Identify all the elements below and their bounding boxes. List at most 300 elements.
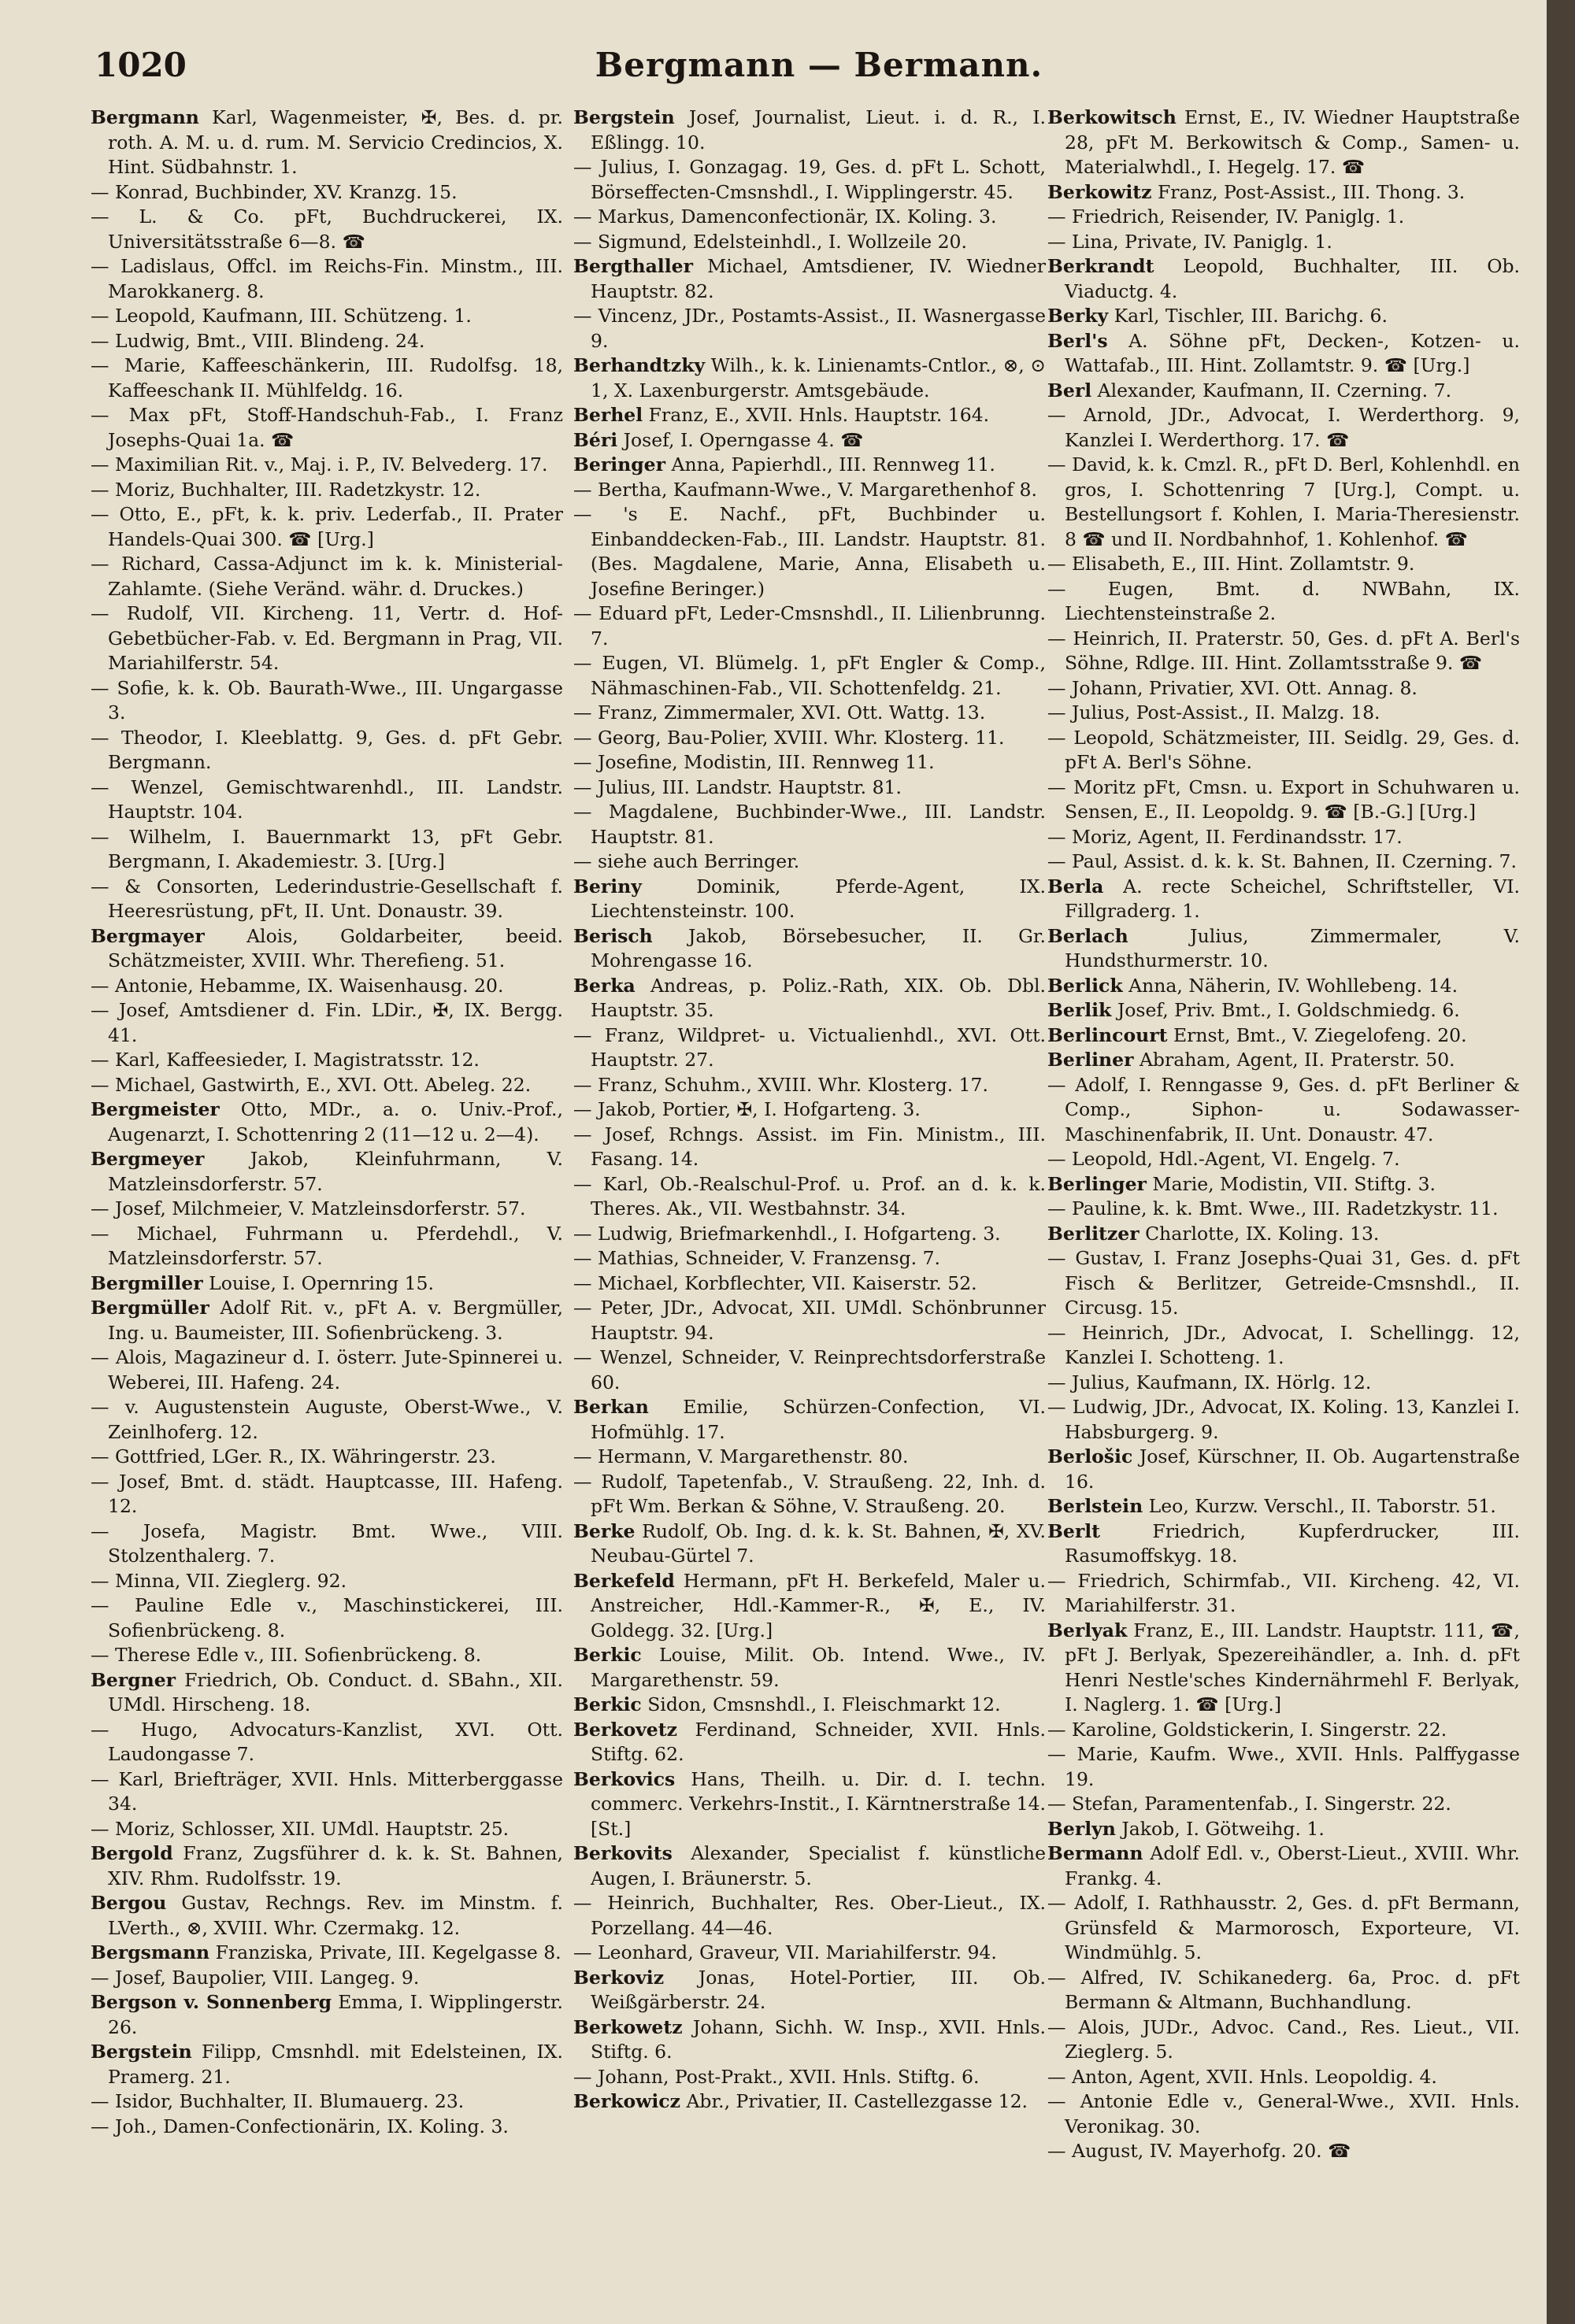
entry-details: Josef, Priv. Bmt., I. Goldschmiedg. 6. — [1117, 999, 1460, 1021]
directory-entry — [573, 726, 1046, 751]
entry-details: Jonas, Hotel-Portier, III. Ob. Weißgärberstr. 24. — [591, 1966, 1046, 2013]
directory-entry — [1047, 254, 1520, 304]
directory-entry — [1047, 875, 1520, 924]
directory-entry — [91, 1470, 563, 1519]
directory-entry — [1047, 998, 1520, 1023]
entry-details: — Eugen, Bmt. d. NWBahn, IX. Liechtensteinstraße 2. — [1047, 577, 1520, 624]
entry-details: — Ludwig, JDr., Advocat, IX. Koling. 13, Kanzlei I. Habsburgerg. 9. — [1047, 1396, 1520, 1443]
directory-entry — [91, 601, 563, 676]
entry-details: — Stefan, Paramentenfab., I. Singerstr. 22. — [1047, 1793, 1451, 1815]
entry-details: Johann, Sichh. W. Insp., XVII. Hnls. Stiftg. 6. — [591, 2015, 1046, 2063]
entry-details: Josef, I. Operngasse 4. ☎ — [623, 428, 864, 451]
page-header — [94, 46, 1544, 109]
directory-entry — [1047, 180, 1520, 205]
directory-entry — [91, 998, 563, 1048]
entry-details: — Minna, VII. Zieglerg. 92. — [91, 1569, 347, 1592]
entry-surname: Bergmeister — [91, 1098, 220, 1120]
directory-entry — [1047, 577, 1520, 627]
column-2 — [573, 105, 1046, 2302]
entry-details: — Leopold, Hdl.-Agent, VI. Engelg. 7. — [1047, 1148, 1400, 1170]
directory-entry — [573, 1767, 1046, 1842]
entry-details: A. recte Scheichel, Schriftsteller, VI. Fillgraderg. 1. — [1065, 875, 1520, 922]
entry-surname: Bergmüller — [91, 1297, 209, 1319]
directory-entry — [573, 155, 1046, 205]
directory-entry — [573, 875, 1046, 924]
entry-details: — Friedrich, Reisender, IV. Paniglg. 1. — [1047, 205, 1405, 228]
directory-entry — [91, 726, 563, 775]
entry-details: — Heinrich, Buchhalter, Res. Ober-Lieut., IX. Porzellang. 44—46. — [573, 1892, 1046, 1939]
directory-entry — [91, 924, 563, 974]
entry-details: — Julius, I. Gonzagag. 19, Ges. d. pFt L. Schott, Börseffecten-Cmsnshdl., I. Wipplingerstr. 45. — [573, 156, 1046, 203]
directory-entry — [91, 403, 563, 453]
directory-entry — [91, 1643, 563, 1668]
entry-surname: Berkovetz — [573, 1718, 677, 1741]
entry-details: — & Consorten, Lederindustrie-Gesellschaft f. Heeresrüstung, pFt, II. Unt. Donaustr. 39. — [91, 875, 563, 922]
entry-details: Louise, Milit. Ob. Intend. Wwe., IV. Margarethenstr. 59. — [591, 1644, 1046, 1691]
directory-entry — [1047, 1445, 1520, 1494]
entry-details: — Michael, Korbflechter, VII. Kaiserstr. 52. — [573, 1271, 977, 1294]
directory-entry — [91, 1990, 563, 2040]
directory-entry — [573, 478, 1046, 503]
entry-surname: Bergstein — [91, 2041, 192, 2063]
directory-entry — [1047, 1246, 1520, 1321]
entry-details: — Gustav, I. Franz Josephs-Quai 31, Ges. d. pFt Fisch & Berlitzer, Getreide-Cmsnshdl., II. Circusg. 15. — [1047, 1247, 1520, 1319]
directory-entry — [91, 974, 563, 999]
entry-details: Louise, I. Opernring 15. — [209, 1271, 434, 1294]
entry-details: Alexander, Kaufmann, II. Czerning. 7. — [1097, 379, 1452, 402]
directory-entry — [573, 1073, 1046, 1098]
entry-details: — Otto, E., pFt, k. k. priv. Lederfab., II. Prater Handels-Quai 300. ☎ [Urg.] — [91, 503, 563, 550]
directory-entry — [91, 825, 563, 875]
directory-entry — [91, 775, 563, 825]
directory-entry — [1047, 1147, 1520, 1172]
entry-surname: Berkovits — [573, 1842, 673, 1864]
entry-details: — Karl, Briefträger, XVII. Hnls. Mitterberggasse 34. — [91, 1767, 563, 1815]
directory-entry — [1047, 1966, 1520, 2015]
directory-entry — [573, 1222, 1046, 1247]
entry-details: Franz, E., XVII. Hnls. Hauptstr. 164. — [648, 404, 990, 426]
entry-details: — Wilhelm, I. Bauernmarkt 13, pFt Gebr. Bergmann, I. Akademiestr. 3. [Urg.] — [91, 825, 563, 872]
directory-entry — [91, 2089, 563, 2115]
entry-details: — Ludwig, Bmt., VIII. Blindeng. 24. — [91, 329, 425, 352]
directory-entry — [1047, 1519, 1520, 1569]
directory-entry — [573, 304, 1046, 353]
directory-entry — [1047, 1395, 1520, 1445]
directory-entry — [573, 849, 1046, 875]
entry-details: — Heinrich, JDr., Advocat, I. Schellingg. 12, Kanzlei I. Schotteng. 1. — [1047, 1321, 1520, 1368]
directory-entry — [91, 180, 563, 205]
entry-details: — Therese Edle v., III. Sofienbrückeng. 8. — [91, 1644, 482, 1666]
entry-surname: Berlincourt — [1047, 1023, 1168, 1046]
entry-details: — Georg, Bau-Polier, XVIII. Whr. Klosterg. 11. — [573, 726, 1005, 749]
entry-details: — Michael, Gastwirth, E., XVI. Ott. Abeleg. 22. — [91, 1073, 532, 1096]
entry-details: — Alois, Magazineur d. I. österr. Jute-Spinnerei u. Weberei, III. Hafeng. 24. — [91, 1346, 563, 1393]
entry-surname: Berlošic — [1047, 1445, 1133, 1467]
entry-details: — Julius, Post-Assist., II. Malzg. 18. — [1047, 701, 1380, 723]
directory-entry — [91, 1197, 563, 1222]
directory-entry — [91, 552, 563, 601]
entry-details: — Alfred, IV. Schikanederg. 6a, Proc. d. pFt Bermann & Altmann, Buchhandlung. — [1047, 1966, 1520, 2013]
directory-entry — [91, 1891, 563, 1941]
directory-entry — [91, 1073, 563, 1098]
entry-details: — Jakob, Portier, ✠, I. Hofgarteng. 3. — [573, 1098, 921, 1120]
entry-surname: Berisch — [573, 924, 653, 947]
directory-entry — [1047, 1321, 1520, 1371]
directory-entry — [573, 353, 1046, 403]
entry-surname: Berkan — [573, 1396, 649, 1418]
entry-details: — Moriz, Schlosser, XII. UMdl. Hauptstr. 25. — [91, 1817, 510, 1840]
directory-entry — [91, 1395, 563, 1445]
directory-entry — [1047, 974, 1520, 999]
entry-details: — Josef, Baupolier, VIII. Langeg. 9. — [91, 1966, 420, 1989]
entry-details: Franziska, Private, III. Kegelgasse 8. — [215, 1941, 561, 1963]
entry-details: — Markus, Damenconfectionär, IX. Koling. 3. — [573, 205, 997, 228]
entry-details: — Peter, JDr., Advocat, XII. UMdl. Schönbrunner Hauptstr. 94. — [573, 1297, 1046, 1344]
directory-entry — [1047, 1817, 1520, 1842]
directory-entry — [91, 1569, 563, 1594]
directory-entry — [1047, 105, 1520, 180]
directory-entry — [91, 1048, 563, 1073]
directory-entry — [1047, 1841, 1520, 1891]
entry-details: Hermann, pFt H. Berkefeld, Maler u. Anstreicher, Hdl.-Kammer-R., ✠, E., IV. Goldegg. 32. [Urg.] — [591, 1569, 1046, 1641]
entry-details: — Heinrich, II. Praterstr. 50, Ges. d. pFt A. Berl's Söhne, Rdlge. III. Hint. Zollamtsstraße 9. ☎ — [1047, 627, 1520, 674]
entry-details: — Antonie, Hebamme, IX. Waisenhausg. 20. — [91, 974, 504, 997]
directory-entry — [1047, 825, 1520, 850]
entry-details: — Wenzel, Schneider, V. Reinprechtsdorferstraße 60. — [573, 1346, 1046, 1393]
running-head: Bergmann — Bermann. — [595, 46, 1043, 84]
entry-details: — Hermann, V. Margarethenstr. 80. — [573, 1445, 909, 1467]
directory-entry — [91, 205, 563, 254]
directory-entry — [573, 2065, 1046, 2090]
entry-details: Charlotte, IX. Koling. 13. — [1145, 1222, 1380, 1245]
entry-surname: Bergmayer — [91, 924, 205, 947]
entry-details: — v. Augustenstein Auguste, Oberst-Wwe., V. Zeinlhoferg. 12. — [91, 1396, 563, 1443]
directory-entry — [91, 2115, 563, 2140]
directory-entry — [1047, 1891, 1520, 1966]
directory-entry — [91, 1445, 563, 1470]
directory-entry — [573, 974, 1046, 1023]
directory-entry — [573, 1519, 1046, 1569]
entry-details: — Antonie Edle v., General-Wwe., XVII. Hnls. Veronikag. 30. — [1047, 2090, 1520, 2137]
entry-details: — Franz, Wildpret- u. Victualienhdl., XVI. Ott. Hauptstr. 27. — [573, 1023, 1046, 1071]
directory-entry — [91, 1519, 563, 1569]
entry-details: — Gottfried, LGer. R., IX. Währingerstr. 23. — [91, 1445, 496, 1467]
entry-details: Gustav, Rechngs. Rev. im Minstm. f. LVerth., ⊗, XVIII. Whr. Czermakg. 12. — [108, 1892, 563, 1939]
entry-details: — Alois, JUDr., Advoc. Cand., Res. Lieut., VII. Zieglerg. 5. — [1047, 2015, 1520, 2063]
entry-surname: Berl's — [1047, 329, 1108, 352]
directory-entry — [573, 701, 1046, 726]
directory-entry — [91, 1296, 563, 1345]
directory-entry — [573, 1172, 1046, 1222]
entry-surname: Béri — [573, 428, 618, 451]
entry-surname: Bergmann — [91, 106, 199, 128]
entry-details: — Moritz pFt, Cmsn. u. Export in Schuhwaren u. Sensen, E., II. Leopoldg. 9. ☎ [B.-G.] [Urg.] — [1047, 775, 1520, 823]
entry-surname: Beringer — [573, 453, 665, 476]
entry-details: — Rudolf, Tapetenfab., V. Straußeng. 22, Inh. d. pFt Wm. Berkan & Söhne, V. Straußeng. 20. — [573, 1470, 1046, 1517]
directory-entry — [1047, 1222, 1520, 1247]
entry-details: — Joh., Damen-Confectionärin, IX. Koling. 3. — [91, 2115, 509, 2137]
entry-details: — Elisabeth, E., III. Hint. Zollamtstr. 9. — [1047, 553, 1415, 575]
entry-details: — Josefa, Magistr. Bmt. Wwe., VIII. Stolzenthalerg. 7. — [91, 1519, 563, 1567]
directory-entry — [573, 800, 1046, 849]
directory-entry — [91, 1147, 563, 1197]
entry-details: — Josef, Bmt. d. städt. Hauptcasse, III. Hafeng. 12. — [91, 1470, 563, 1517]
entry-details: — Mathias, Schneider, V. Franzensg. 7. — [573, 1247, 941, 1269]
entry-surname: Berlyn — [1047, 1817, 1116, 1840]
directory-entry — [1047, 552, 1520, 577]
entry-details: Alois, Goldarbeiter, beeid. Schätzmeister, XVIII. Whr. Therefieng. 51. — [108, 924, 563, 971]
entry-details: — Karoline, Goldstickerin, I. Singerstr. 22. — [1047, 1718, 1447, 1741]
directory-entry — [1047, 924, 1520, 974]
directory-entry — [91, 1668, 563, 1718]
directory-entry — [1047, 726, 1520, 775]
entry-details: — Vincenz, JDr., Postamts-Assist., II. Wasnergasse 9. — [573, 305, 1046, 352]
entry-details: Friedrich, Kupferdrucker, III. Rasumoffskyg. 18. — [1065, 1519, 1520, 1567]
directory-entry — [573, 1395, 1046, 1445]
directory-entry — [1047, 205, 1520, 230]
directory-entry — [573, 428, 1046, 453]
directory-entry — [573, 651, 1046, 701]
directory-entry — [1047, 1718, 1520, 1743]
directory-entry — [573, 1023, 1046, 1073]
entry-details: Otto, MDr., a. o. Univ.-Prof., Augenarzt, I. Schottenring 2 (11—12 u. 2—4). — [108, 1098, 563, 1145]
directory-entry — [573, 1296, 1046, 1345]
directory-entry — [1047, 1371, 1520, 1396]
entry-details: Andreas, p. Poliz.-Rath, XIX. Ob. Dbl. Hauptstr. 35. — [591, 974, 1046, 1021]
directory-entry — [1047, 775, 1520, 825]
entry-details: — Eugen, VI. Blümelg. 1, pFt Engler & Comp., Nähmaschinen-Fab., VII. Schottenfeldg. 21. — [573, 652, 1046, 699]
directory-entry — [91, 1222, 563, 1271]
entry-details: — Adolf, I. Rathhausstr. 2, Ges. d. pFt Bermann, Grünsfeld & Marmorosch, Exporteure, VI. Windmühlg. 5. — [1047, 1892, 1520, 1963]
directory-entry — [573, 1271, 1046, 1297]
entry-surname: Berka — [573, 974, 636, 997]
entry-details: Alexander, Specialist f. künstliche Augen, I. Bräunerstr. 5. — [591, 1842, 1046, 1889]
entry-details: — Sigmund, Edelsteinhdl., I. Wollzeile 20. — [573, 230, 967, 253]
entry-surname: Berkrandt — [1047, 255, 1154, 277]
entry-details: — Ladislaus, Offcl. im Reichs-Fin. Minstm., III. Marokkanerg. 8. — [91, 255, 563, 302]
directory-entry — [1047, 1197, 1520, 1222]
entry-details: Anna, Papierhdl., III. Rennweg 11. — [671, 453, 995, 476]
directory-entry — [573, 1841, 1046, 1891]
entry-details: Josef, Journalist, Lieut. i. d. R., I. Eßlingg. 10. — [591, 106, 1046, 154]
entry-details: — Michael, Fuhrmann u. Pferdehdl., V. Matzleinsdorferstr. 57. — [91, 1222, 563, 1269]
entry-details: — Julius, Kaufmann, IX. Hörlg. 12. — [1047, 1371, 1372, 1393]
entry-details: — Franz, Schuhm., XVIII. Whr. Klosterg. 17. — [573, 1073, 988, 1096]
entry-details: — August, IV. Mayerhofg. 20. ☎ — [1047, 2140, 1351, 2162]
entry-details: — siehe auch Berringer. — [573, 850, 800, 872]
entry-details: Abraham, Agent, II. Praterstr. 50. — [1139, 1049, 1455, 1071]
entry-surname: Berlach — [1047, 924, 1128, 947]
directory-entry — [573, 230, 1046, 255]
entry-details: — Moriz, Agent, II. Ferdinandsstr. 17. — [1047, 825, 1403, 848]
entry-details: Ferdinand, Schneider, XVII. Hnls. Stiftg. 62. — [591, 1718, 1046, 1765]
directory-entry — [91, 105, 563, 180]
entry-surname: Berkowitsch — [1047, 106, 1177, 128]
entry-details: — Lina, Private, IV. Paniglg. 1. — [1047, 230, 1332, 253]
entry-details: Josef, Kürschner, II. Ob. Augartenstraße 16. — [1065, 1445, 1520, 1493]
entry-surname: Berlik — [1047, 999, 1112, 1021]
entry-surname: Berla — [1047, 875, 1104, 897]
entry-surname: Berlyak — [1047, 1619, 1128, 1641]
entry-details: — Marie, Kaufm. Wwe., XVII. Hnls. Palffygasse 19. — [1047, 1743, 1520, 1790]
entry-details: — Bertha, Kaufmann-Wwe., V. Margarethenhof 8. — [573, 478, 1037, 501]
directory-entry — [1047, 1023, 1520, 1049]
entry-details: Marie, Modistin, VII. Stiftg. 3. — [1152, 1172, 1436, 1195]
entry-surname: Beriny — [573, 875, 642, 897]
directory-entry — [573, 1345, 1046, 1395]
directory-entry — [573, 403, 1046, 428]
entry-details: Emma, I. Wipplingerstr. 26. — [108, 1991, 563, 2038]
directory-entry — [573, 1693, 1046, 1718]
entry-details: — Konrad, Buchbinder, XV. Kranzg. 15. — [91, 180, 458, 203]
entry-details: Jakob, I. Götweihg. 1. — [1121, 1817, 1325, 1840]
entry-details: — Maximilian Rit. v., Maj. i. P., IV. Belvederg. 17. — [91, 453, 548, 476]
directory-entry — [573, 205, 1046, 230]
entry-surname: Bergmiller — [91, 1271, 203, 1294]
directory-entry — [91, 1593, 563, 1643]
entry-details: — Arnold, JDr., Advocat, I. Werderthorg. 9, Kanzlei I. Werderthorg. 17. ☎ — [1047, 404, 1520, 451]
directory-entry — [1047, 676, 1520, 701]
directory-entry — [573, 1966, 1046, 2015]
directory-entry — [1047, 1048, 1520, 1073]
entry-details: A. Söhne pFt, Decken-, Kotzen- u. Wattafab., III. Hint. Zollamtstr. 9. ☎ [Urg.] — [1065, 329, 1520, 376]
directory-entry — [1047, 1172, 1520, 1197]
entry-details: Sidon, Cmsnshdl., I. Fleischmarkt 12. — [647, 1693, 1001, 1715]
entry-details: Leopold, Buchhalter, III. Ob. Viaductg. 4. — [1065, 255, 1520, 302]
entry-details: Filipp, Cmsnhdl. mit Edelsteinen, IX. Pramerg. 21. — [108, 2041, 563, 2088]
directory-entry — [1047, 304, 1520, 329]
entry-details: — Sofie, k. k. Ob. Baurath-Wwe., III. Ungargasse 3. — [91, 676, 563, 723]
directory-entry — [1047, 329, 1520, 379]
directory-entry — [573, 105, 1046, 155]
entry-details: — Rudolf, VII. Kircheng. 11, Vertr. d. Hof-Gebetbücher-Fab. v. Ed. Bergmann in Prag, VII. Mariahilferstr. 54. — [91, 602, 563, 674]
directory-entry — [91, 1271, 563, 1297]
column-3 — [1047, 105, 1520, 2302]
entry-details: Adolf Rit. v., pFt A. v. Bergmüller, Ing. u. Baumeister, III. Sofienbrückeng. 3. — [108, 1297, 563, 1344]
entry-details: — Julius, III. Landstr. Hauptstr. 81. — [573, 775, 902, 798]
entry-details: Karl, Tischler, III. Barichg. 6. — [1114, 305, 1388, 327]
entry-surname: Berlitzer — [1047, 1222, 1140, 1245]
entry-details: — Franz, Zimmermaler, XVI. Ott. Wattg. 13. — [573, 701, 986, 723]
entry-surname: Berl — [1047, 379, 1092, 402]
directory-entry — [1047, 1792, 1520, 1817]
directory-entry — [91, 1097, 563, 1147]
entry-surname: Berkowicz — [573, 2090, 680, 2112]
directory-entry — [1047, 1569, 1520, 1619]
entry-details: Ernst, Bmt., V. Ziegelofeng. 20. — [1173, 1023, 1467, 1046]
directory-entry — [573, 1123, 1046, 1172]
directory-entry — [1047, 379, 1520, 404]
entry-details: — Josef, Milchmeier, V. Matzleinsdorferstr. 57. — [91, 1197, 526, 1219]
entry-surname: Berhandtzky — [573, 354, 706, 376]
entry-details: — Isidor, Buchhalter, II. Blumauerg. 23. — [91, 2090, 465, 2112]
directory-entry — [573, 1718, 1046, 1767]
entry-details: — Ludwig, Briefmarkenhdl., I. Hofgarteng. 3. — [573, 1222, 1001, 1245]
entry-details: Anna, Näherin, IV. Wohllebeng. 14. — [1128, 974, 1458, 997]
entry-details: Adolf Edl. v., Oberst-Lieut., XVIII. Whr. Frankg. 4. — [1065, 1842, 1520, 1889]
entry-surname: Berke — [573, 1519, 636, 1542]
entry-details: — Adolf, I. Renngasse 9, Ges. d. pFt Berliner & Comp., Siphon- u. Sodawasser-Maschinenfabrik, II. Unt. Donaustr. 47. — [1047, 1073, 1520, 1145]
entry-details: Jakob, Kleinfuhrmann, V. Matzleinsdorferstr. 57. — [108, 1148, 563, 1195]
entry-details: — Marie, Kaffeeschänkerin, III. Rudolfsg. 18, Kaffeeschank II. Mühlfeldg. 16. — [91, 354, 563, 402]
entry-details: — Friedrich, Schirmfab., VII. Kircheng. 42, VI. Mariahilferstr. 31. — [1047, 1569, 1520, 1616]
entry-details: — Johann, Privatier, XVI. Ott. Annag. 8. — [1047, 676, 1418, 699]
entry-details: Rudolf, Ob. Ing. d. k. k. St. Bahnen, ✠, XV. Neubau-Gürtel 7. — [591, 1519, 1046, 1567]
entry-details: Julius, Zimmermaler, V. Hundsthurmerstr. 10. — [1065, 924, 1520, 971]
entry-details: — Karl, Ob.-Realschul-Prof. u. Prof. an d. k. k. Theres. Ak., VII. Westbahnstr. 34. — [573, 1172, 1046, 1219]
entry-details: — Eduard pFt, Leder-Cmsnshdl., II. Lilienbrunng. 7. — [573, 602, 1046, 649]
directory-entry — [1047, 2065, 1520, 2090]
entry-details: — David, k. k. Cmzl. R., pFt D. Berl, Kohlenhdl. en gros, I. Schottenring 7 [Urg.], Compt. u. Bestellungsort f. Kohlen, I. Maria-Theresienstr. 8 ☎ und II. Nordbahnhof, 1. Kohlenhof. ☎ — [1047, 453, 1520, 550]
entry-surname: Berkowitz — [1047, 180, 1152, 203]
entry-surname: Bergner — [91, 1668, 176, 1691]
directory-entry — [573, 601, 1046, 651]
directory-entry — [573, 1470, 1046, 1519]
entry-details: — 's E. Nachf., pFt, Buchbinder u. Einbanddecken-Fab., III. Landstr. Hauptstr. 81. (Bes. Magdalene, Marie, Anna, Elisabeth u. Josefine Beringer.) — [573, 503, 1046, 600]
directory-entry — [91, 2040, 563, 2089]
directory-entry — [1047, 453, 1520, 552]
directory-entry — [1047, 2089, 1520, 2139]
entry-surname: Bergsmann — [91, 1941, 210, 1963]
entry-details: — Wenzel, Gemischtwarenhdl., III. Landstr. Hauptstr. 104. — [91, 775, 563, 823]
directory-entry — [573, 1891, 1046, 1941]
page-edge-shadow — [1547, 0, 1575, 2324]
page-number: 1020 — [94, 46, 187, 84]
entry-details: — Leopold, Schätzmeister, III. Seidlg. 29, Ges. d. pFt A. Berl's Söhne. — [1047, 726, 1520, 773]
entry-details: — Pauline Edle v., Maschinstickerei, III. Sofienbrückeng. 8. — [91, 1594, 563, 1641]
entry-surname: Berlstein — [1047, 1495, 1143, 1517]
entry-surname: Bergthaller — [573, 255, 693, 277]
column-1 — [91, 105, 563, 2302]
entry-details: — Moriz, Buchhalter, III. Radetzkystr. 12. — [91, 478, 481, 501]
entry-details: — Josef, Rchngs. Assist. im Fin. Ministm., III. Fasang. 14. — [573, 1123, 1046, 1170]
entry-surname: Berky — [1047, 305, 1109, 327]
entry-details: Karl, Wagenmeister, ✠, Bes. d. pr. roth. A. M. u. d. rum. M. Servicio Credincios, X. Hint. Südbahnstr. 1. — [108, 106, 563, 178]
directory-entry — [1047, 1073, 1520, 1148]
entry-details: Michael, Amtsdiener, IV. Wiedner Hauptstr. 82. — [591, 255, 1046, 302]
entry-details: Franz, Zugsführer d. k. k. St. Bahnen, XIV. Rhm. Rudolfsstr. 19. — [108, 1842, 563, 1889]
entry-details: — Josef, Amtsdiener d. Fin. LDir., ✠, IX. Bergg. 41. — [91, 999, 563, 1046]
directory-entry — [573, 502, 1046, 601]
entry-surname: Bergson v. Sonnenberg — [91, 1991, 332, 2013]
entry-details: — Richard, Cassa-Adjunct im k. k. Ministerial-Zahlamte. (Siehe Veränd. währ. d. Druckes.) — [91, 553, 563, 600]
directory-entry — [573, 775, 1046, 801]
entry-surname: Berkowetz — [573, 2015, 683, 2038]
entry-surname: Berkic — [573, 1693, 642, 1715]
entry-details: Ernst, E., IV. Wiedner Hauptstraße 28, pFt M. Berkowitsch & Comp., Samen- u. Materialwhdl., I. Hegelg. 17. ☎ — [1065, 106, 1520, 178]
entry-details: Franz, Post-Assist., III. Thong. 3. — [1158, 180, 1466, 203]
entry-details: — Anton, Agent, XVII. Hnls. Leopoldig. 4. — [1047, 2065, 1437, 2088]
entry-details: — Theodor, I. Kleeblattg. 9, Ges. d. pFt Gebr. Bergmann. — [91, 726, 563, 773]
directory-entry — [573, 750, 1046, 775]
entry-details: Friedrich, Ob. Conduct. d. SBahn., XII. UMdl. Hirscheng. 18. — [108, 1668, 563, 1715]
directory-entry — [1047, 849, 1520, 875]
entry-details: — Karl, Kaffeesieder, I. Magistratsstr. 12. — [91, 1049, 480, 1071]
entry-details: Jakob, Börsebesucher, II. Gr. Mohrengasse 16. — [591, 924, 1046, 971]
entry-surname: Berkovics — [573, 1767, 676, 1790]
entry-details: Emilie, Schürzen-Confection, VI. Hofmühlg. 17. — [591, 1396, 1046, 1443]
entry-details: Dominik, Pferde-Agent, IX. Liechtensteinstr. 100. — [591, 875, 1046, 922]
directory-entry — [1047, 627, 1520, 676]
entry-details: Leo, Kurzw. Verschl., II. Taborstr. 51. — [1148, 1495, 1496, 1517]
entry-surname: Berkoviz — [573, 1966, 665, 1989]
directory-entry — [1047, 230, 1520, 255]
directory-entry — [573, 254, 1046, 304]
entry-details: — Hugo, Advocaturs-Kanzlist, XVI. Ott. Laudongasse 7. — [91, 1718, 563, 1765]
directory-entry — [91, 1817, 563, 1842]
entry-details: — Paul, Assist. d. k. k. St. Bahnen, II. Czerning. 7. — [1047, 850, 1517, 872]
entry-surname: Berkefeld — [573, 1569, 675, 1592]
